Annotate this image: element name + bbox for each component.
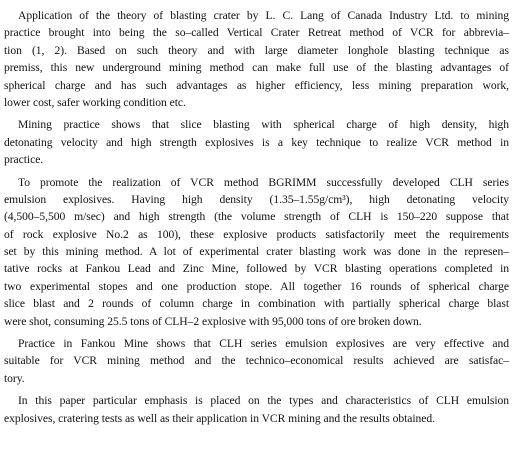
text-line: explosives, cratering tests as well as their application in VCR mining and the results obtained.	[4, 411, 435, 425]
text-line: tative rocks at Fankou Lead and Zinc Mine, followed by VCR blasting operations completed in	[4, 262, 509, 276]
text-line: (4,500–5,500 m/sec) and high strength (the volume strength of CLH is 150–220 suppose that	[4, 210, 509, 224]
text-line: Application of the theory of blasting crater by L. C. Lang of Canada Industry Ltd. to mining	[18, 9, 509, 22]
text-line: suitable for VCR mining method and the technico–economical results achieved are satisfac–	[4, 354, 509, 368]
text-line: In this paper particular emphasis is placed on the types and characteristics of CLH emulsion	[18, 394, 509, 408]
text-line: Mining practice shows that slice blasting with spherical charge of high density, high	[18, 118, 509, 132]
text-line: set by this mining method. A lot of experimental crater blasting work was done in the represen–	[4, 245, 509, 259]
text-line: practice brought into being the so–called Vertical Crater Retreat method of VCR for abbrevia–	[4, 26, 509, 40]
paragraph-vcr-origin	[4, 7, 509, 111]
paragraph-paper-emphasis	[4, 392, 509, 427]
paragraph-clh-development	[4, 174, 509, 331]
text-line: detonating velocity and high strength explosives is a key technique to realize VCR method in	[4, 135, 509, 149]
text-line: slice blast and 2 rounds of column charge in combination with partially spherical charge blast	[4, 297, 509, 311]
text-line: spherical charge and has such advantages as higher efficiency, less mining preparation work,	[4, 78, 509, 92]
text-line: premiss, this new underground mining method can make full use of the blasting advantages of	[4, 61, 509, 75]
text-line: practice.	[4, 153, 44, 167]
text-line: lower cost, safer working condition etc.	[4, 95, 186, 109]
text-line: To promote the realization of VCR method BGRIMM successfully developed CLH series	[18, 175, 509, 189]
paragraph-mining-practice	[4, 116, 509, 168]
text-line: tory.	[4, 371, 25, 385]
text-line: were shot, consuming 25.5 tons of CLH–2 explosive with 95,000 tons of ore broken down.	[4, 314, 422, 328]
text-line: emulsion explosives. Having high density (1.35–1.55g/cm³), high detonating velocity	[4, 192, 509, 206]
text-line: two experimental stopes and one production stope. All together 16 rounds of spherical charge	[4, 279, 509, 293]
text-line: of rock explosive No.2 as 100), these explosive products satisfactorily meet the requirements	[4, 227, 509, 241]
text-line: tion (1, 2). Based on such theory and with large diameter longhole blasting technique as	[4, 43, 509, 57]
text-line: Practice in Fankou Mine shows that CLH series emulsion explosives are very effective and	[18, 337, 509, 351]
paragraph-fankou-results	[4, 335, 509, 387]
